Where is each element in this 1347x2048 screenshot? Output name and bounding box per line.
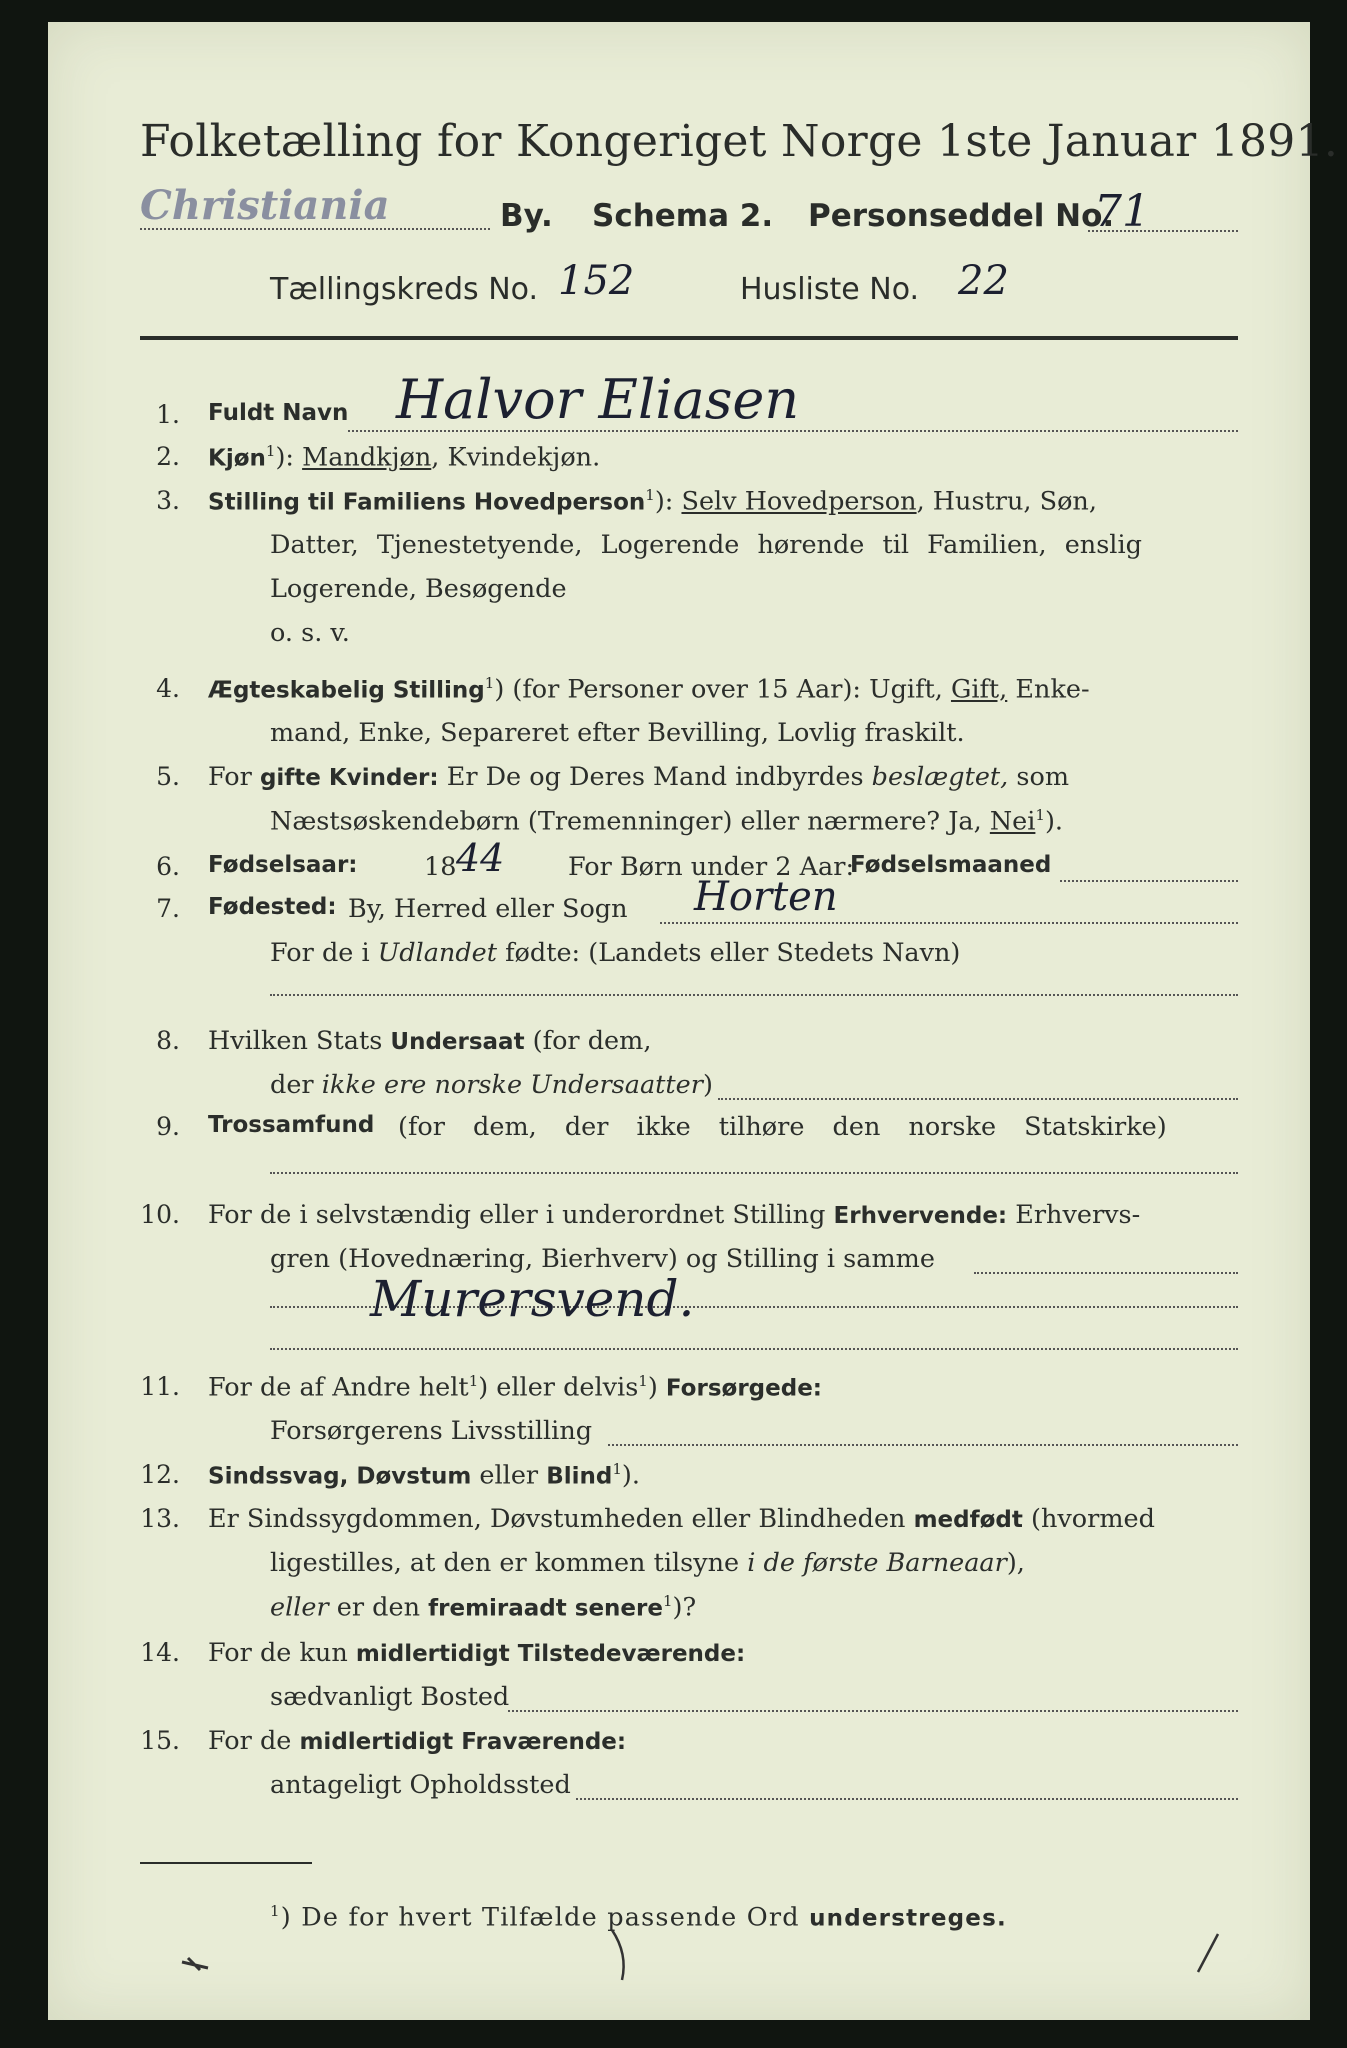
husliste-number: 22: [958, 258, 1009, 304]
q12-label2: Blind: [546, 1463, 613, 1490]
q3-line4: o. s. v.: [270, 618, 350, 648]
q11-label: Forsørgede:: [665, 1375, 822, 1402]
q7-line2-i: Udlandet: [377, 938, 497, 968]
q10-row: [208, 1200, 1140, 1230]
q13-line2-b: ),: [1006, 1548, 1025, 1578]
q14-label: midlertidigt Tilstedeværende:: [355, 1641, 746, 1667]
pen-mark-left-icon: [178, 1950, 218, 1980]
header-divider: [140, 336, 1238, 340]
q13-text-b: (hvormed: [1022, 1504, 1155, 1534]
q2-sup: 1: [265, 442, 276, 460]
q7-answer-place: Horten: [694, 874, 838, 920]
q5-label: gifte Kvinder:: [259, 765, 439, 791]
q13-text-a: Er Sindssygdommen, Døvstumheden eller Blindheden: [208, 1504, 914, 1534]
q5-line2: [270, 806, 1063, 837]
personseddel-line: [1088, 230, 1238, 232]
q6-text: For Børn under 2 Aar:: [568, 852, 855, 882]
q9-text: (for dem, der ikke tilhøre den norske Statskirke): [398, 1112, 1167, 1142]
q13-line3-label: fremiraadt senere: [428, 1595, 663, 1622]
q10-answer-occupation: Murersvend.: [370, 1270, 695, 1328]
q15-number: 15.: [140, 1726, 180, 1755]
city-stamp: Christiania: [140, 182, 390, 229]
q3-text-a: ):: [654, 486, 682, 517]
q1-answer-name: Halvor Eliasen: [396, 368, 800, 431]
q11-text-a: For de af Andre helt: [208, 1372, 469, 1403]
by-label: By.: [500, 198, 553, 234]
q10-line4: [270, 1348, 1238, 1350]
q4-sup: 1: [484, 674, 495, 692]
census-form: [48, 22, 1339, 2020]
q14-line2: sædvanligt Bosted: [270, 1682, 510, 1712]
q6-label2: Fødselsmaaned: [850, 852, 1052, 878]
personseddel-label: Personseddel No.: [808, 198, 1115, 234]
q2-opt-sep: ,: [431, 442, 448, 473]
pen-mark-center-icon: [606, 1924, 646, 1984]
q5-text-c: som: [1008, 762, 1070, 792]
q10-line2-dots: [974, 1272, 1238, 1274]
q7-line2-b: fødte: (Landets eller Stedets Navn): [497, 938, 961, 968]
q3-label: Stilling til Familiens Hovedperson: [208, 489, 646, 516]
q3-number: 3.: [156, 486, 180, 515]
q5-text-a: For: [208, 762, 260, 792]
q13-line3-a: er den: [328, 1592, 429, 1623]
q6-number: 6.: [156, 852, 180, 881]
q10-number: 10.: [140, 1200, 180, 1229]
q13-line2-i: i de første Barneaar: [747, 1548, 1007, 1578]
q13-number: 13.: [140, 1504, 180, 1533]
q12-row: [208, 1460, 640, 1491]
q2-row: [208, 442, 600, 473]
q5-number: 5.: [156, 762, 180, 791]
q8-line2-a: der: [270, 1070, 322, 1100]
q8-label: Undersaat: [390, 1029, 525, 1055]
q11-sup-1: 1: [468, 1372, 479, 1390]
q8-line2-i: ikke ere norske Undersaatter: [321, 1070, 703, 1100]
q5-row: [208, 762, 1069, 792]
q6-prefix: 18: [424, 852, 457, 882]
q3-line3: Logerende, Besøgende: [270, 574, 567, 604]
q11-text-b: ) eller delvis: [478, 1372, 639, 1403]
q13-line2: [270, 1548, 1025, 1578]
q14-line: [508, 1710, 1238, 1712]
q5-sup: 1: [1035, 806, 1045, 824]
personseddel-number: 71: [1094, 186, 1150, 237]
schema-label: Schema 2.: [592, 198, 774, 234]
q3-sup: 1: [645, 486, 655, 504]
q13-line3: [270, 1592, 696, 1623]
q2-number: 2.: [156, 442, 180, 471]
q15-line: [576, 1798, 1238, 1800]
footnote-bold: understreges.: [809, 1905, 1007, 1932]
city-line: [140, 228, 490, 230]
q11-sup-2: 1: [638, 1372, 648, 1390]
q7-line2-a: For de i: [270, 938, 378, 968]
q7-number: 7.: [156, 894, 180, 923]
q11-text-c: ): [647, 1372, 666, 1403]
q15-line2: antageligt Opholdssted: [270, 1770, 571, 1800]
q11-line: [608, 1444, 1238, 1446]
pen-mark-right-icon: [1188, 1928, 1228, 1978]
q13-sup: 1: [662, 1592, 673, 1610]
q13-line3-b: )?: [672, 1592, 697, 1623]
q7-line3: [270, 994, 1238, 996]
q9-line: [270, 1172, 1238, 1174]
q8-line: [718, 1098, 1238, 1100]
form-title: Folketælling for Kongeriget Norge 1ste Januar 1891.: [140, 116, 1339, 167]
q8-text-a: Hvilken Stats: [208, 1026, 391, 1056]
q6-answer-year: 44: [456, 836, 505, 880]
q7-line2: [270, 938, 960, 968]
q8-number: 8.: [156, 1026, 180, 1055]
q5-italic: beslægtet,: [871, 762, 1009, 792]
q4-selected: Gift,: [950, 674, 1008, 705]
q4-text-a: ) (for Personer over 15 Aar): Ugift,: [494, 674, 951, 705]
q5-text-b: Er De og Deres Mand indbyrdes: [438, 762, 872, 792]
q3-selected: Selv Hovedperson: [681, 486, 917, 517]
q14-row: [208, 1638, 745, 1668]
q1-label: Fuldt Navn: [208, 400, 349, 426]
q13-label: medfødt: [913, 1507, 1023, 1533]
q12-number: 12.: [140, 1460, 180, 1489]
q14-number: 14.: [140, 1638, 180, 1667]
q6-line: [1060, 880, 1238, 882]
q8-line2: [270, 1070, 713, 1100]
q2-text: ):: [275, 442, 303, 473]
q15-row: [208, 1726, 626, 1756]
q3-text-b: , Hustru, Søn,: [916, 486, 1097, 517]
footnote-rule: [140, 1862, 312, 1864]
q12-sup: 1: [612, 1460, 622, 1478]
q2-opt-female: Kvindekjøn.: [447, 442, 601, 473]
q11-row: [208, 1372, 822, 1403]
q8-row: [208, 1026, 651, 1056]
q5-line2-b: ).: [1044, 806, 1064, 837]
husliste-label: Husliste No.: [740, 272, 920, 307]
q6-label: Fødselsaar:: [208, 852, 358, 878]
q8-text-b: (for dem,: [524, 1026, 652, 1056]
q1-number: 1.: [156, 400, 180, 429]
footnote-sup: 1: [270, 1902, 281, 1920]
q12-label: Sindssvag, Døvstum: [208, 1463, 472, 1490]
q3-line2: Datter, Tjenestetyende, Logerende hørende til Familien, enslig: [270, 530, 1142, 560]
q5-selected: Nei: [989, 806, 1036, 837]
q12-end: ).: [621, 1460, 640, 1491]
q7-line: [660, 922, 1238, 924]
q7-label: Fødested:: [208, 894, 337, 920]
q10-text-b: Erhvervs-: [1007, 1200, 1141, 1230]
q11-number: 11.: [140, 1372, 180, 1401]
q10-line2: gren (Hovednæring, Bierhverv) og Stilling i samme: [270, 1244, 935, 1274]
q15-label: midlertidigt Fraværende:: [299, 1729, 627, 1755]
q10-text-a: For de i selvstændig eller i underordnet Stilling: [208, 1200, 834, 1230]
q4-row: [208, 674, 1090, 705]
q15-text: For de: [208, 1726, 300, 1756]
q2-opt-male-selected: Mandkjøn: [302, 442, 432, 473]
q4-text-b: Enke-: [1007, 674, 1090, 705]
q2-label: Kjøn: [208, 445, 266, 472]
q7-text: By, Herred eller Sogn: [348, 894, 628, 924]
q13-line2-a: ligestilles, at den er kommen tilsyne: [270, 1548, 748, 1578]
q4-line2: mand, Enke, Separeret efter Bevilling, Lovlig fraskilt.: [270, 718, 965, 748]
q8-line2-b: ): [702, 1070, 713, 1100]
q12-text: eller: [471, 1460, 547, 1491]
q10-label: Erhvervende:: [833, 1203, 1008, 1229]
footnote-text: ) De for hvert Tilfælde passende Ord: [280, 1902, 810, 1933]
q13-line3-i: eller: [270, 1592, 329, 1623]
kreds-number: 152: [558, 258, 635, 304]
q13-row: [208, 1504, 1155, 1534]
q11-line2: Forsørgerens Livsstilling: [270, 1416, 593, 1446]
kreds-label: Tællingskreds No.: [270, 272, 538, 307]
q9-number: 9.: [156, 1112, 180, 1141]
q4-number: 4.: [156, 674, 180, 703]
q14-text: For de kun: [208, 1638, 356, 1668]
q5-line2-a: Næstsøskendebørn (Tremenninger) eller nærmere? Ja,: [270, 806, 990, 837]
q9-label: Trossamfund: [208, 1112, 375, 1138]
q3-row: [208, 486, 1097, 517]
q4-label: Ægteskabelig Stilling: [208, 677, 485, 704]
